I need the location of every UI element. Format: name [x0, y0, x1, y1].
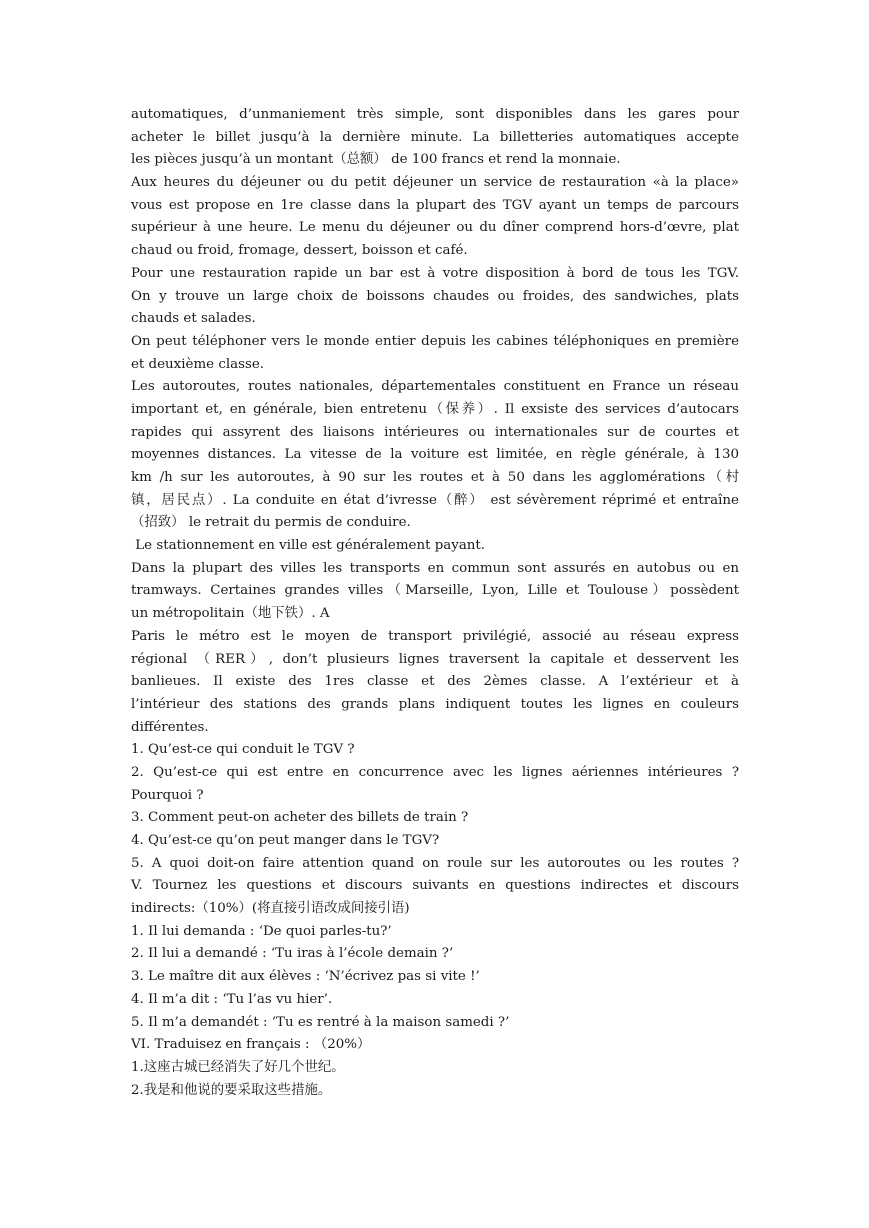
text-line: tramways. Certaines grandes villes（Marseille, Lyon, Lille et Toulouse）possèdent	[131, 583, 739, 599]
text-line: 4. Il m’a dit : ‘Tu l’as vu hier’.	[131, 991, 333, 1007]
text-line: régional （RER）, don’t plusieurs lignes traversent la capitale et desservent les	[131, 651, 739, 667]
text-line: Pour une restauration rapide un bar est à votre disposition à bord de tous les TGV.	[131, 265, 739, 281]
text-line: un métropolitain（地下铁）. A	[131, 606, 330, 622]
text-line: Pourquoi ?	[131, 787, 204, 803]
text-line: moyennes distances. La vitesse de la voiture est limitée, en règle générale, à 130	[131, 447, 739, 463]
text-line: les pièces jusqu’à un montant（总额） de 100 francs et rend la monnaie.	[131, 152, 621, 168]
text-line: Paris le métro est le moyen de transport privilégié, associé au réseau express	[131, 628, 739, 644]
text-line: 镇，居民点）. La conduite en état d’ivresse（醉） est sévèrement réprimé et entraîne	[131, 492, 739, 508]
text-line: On peut téléphoner vers le monde entier depuis les cabines téléphoniques en première	[131, 333, 739, 349]
text-line: banlieues. Il existe des 1res classe et des 2èmes classe. A l’extérieur et à	[131, 674, 739, 690]
text-line: 1. Qu’est-ce qui conduit le TGV ?	[131, 742, 355, 758]
text-line: et deuxième classe.	[131, 356, 265, 372]
text-line: 1. Il lui demanda : ‘De quoi parles-tu?’	[131, 923, 392, 939]
text-line: 5. Il m’a demandét : ‘Tu es rentré à la maison samedi ?’	[131, 1014, 510, 1030]
text-line: 2. Il lui a demandé : ‘Tu iras à l’école demain ?’	[131, 946, 454, 962]
text-line: rapides qui assyrent des liaisons intérieures ou internationales sur de courtes et	[131, 424, 739, 440]
text-line: 3. Le maître dit aux élèves : ‘N’écrivez pas si vite !’	[131, 969, 480, 985]
text-line: 1.这座古城已经消失了好几个世纪。	[131, 1059, 345, 1075]
text-line: 4. Qu’est-ce qu’on peut manger dans le TGV?	[131, 833, 440, 848]
text-line: 2.我是和他说的要采取这些措施。	[131, 1082, 332, 1098]
text-line: important et, en générale, bien entretenu（保养）. Il exsiste des services d’autocars	[131, 401, 739, 417]
text-line: indirects:（10%）(将直接引语改成间接引语)	[131, 901, 410, 917]
text-line: Le stationnement en ville est généralement payant.	[131, 538, 486, 554]
text-line: （招致） le retrait du permis de conduire.	[131, 515, 411, 531]
text-line: automatiques, d’unmaniement très simple, sont disponibles dans les gares pour	[131, 107, 739, 122]
text-line: l’intérieur des stations des grands plans indiquent toutes les lignes en couleurs	[131, 696, 739, 712]
text-line: chaud ou froid, fromage, dessert, boisson et café.	[131, 243, 468, 259]
text-line: chauds et salades.	[131, 311, 256, 327]
text-line: km /h sur les autoroutes, à 90 sur les routes et à 50 dans les agglomérations（村	[131, 470, 739, 485]
text-line: V. Tournez les questions et discours suivants en questions indirectes et discours	[131, 878, 739, 894]
text-line: Dans la plupart des villes les transports en commun sont assurés en autobus ou en	[131, 560, 739, 576]
text-line: Les autoroutes, routes nationales, départementales constituent en France un réseau	[131, 379, 739, 395]
text-line: On y trouve un large choix de boissons chaudes ou froides, des sandwiches, plats	[131, 288, 739, 304]
text-line: 3. Comment peut-on acheter des billets de train ?	[131, 810, 469, 826]
text-line: différentes.	[131, 719, 209, 735]
text-line: acheter le billet jusqu’à la dernière minute. La billetteries automatiques accepte	[131, 129, 739, 145]
text-line: 2. Qu’est-ce qui est entre en concurrence avec les lignes aériennes intérieures ?	[131, 764, 739, 780]
text-line: supérieur à une heure. Le menu du déjeuner ou du dîner comprend hors-d’œvre, plat	[131, 220, 739, 236]
text-line: VI. Traduisez en français : （20%）	[131, 1037, 371, 1053]
document-body	[131, 104, 739, 1102]
text-line: Aux heures du déjeuner ou du petit déjeuner un service de restauration «à la place»	[131, 175, 739, 191]
text-line: vous est propose en 1re classe dans la plupart des TGV ayant un temps de parcours	[131, 197, 739, 213]
text-line: 5. A quoi doit-on faire attention quand on roule sur les autoroutes ou les routes ?	[131, 855, 739, 871]
